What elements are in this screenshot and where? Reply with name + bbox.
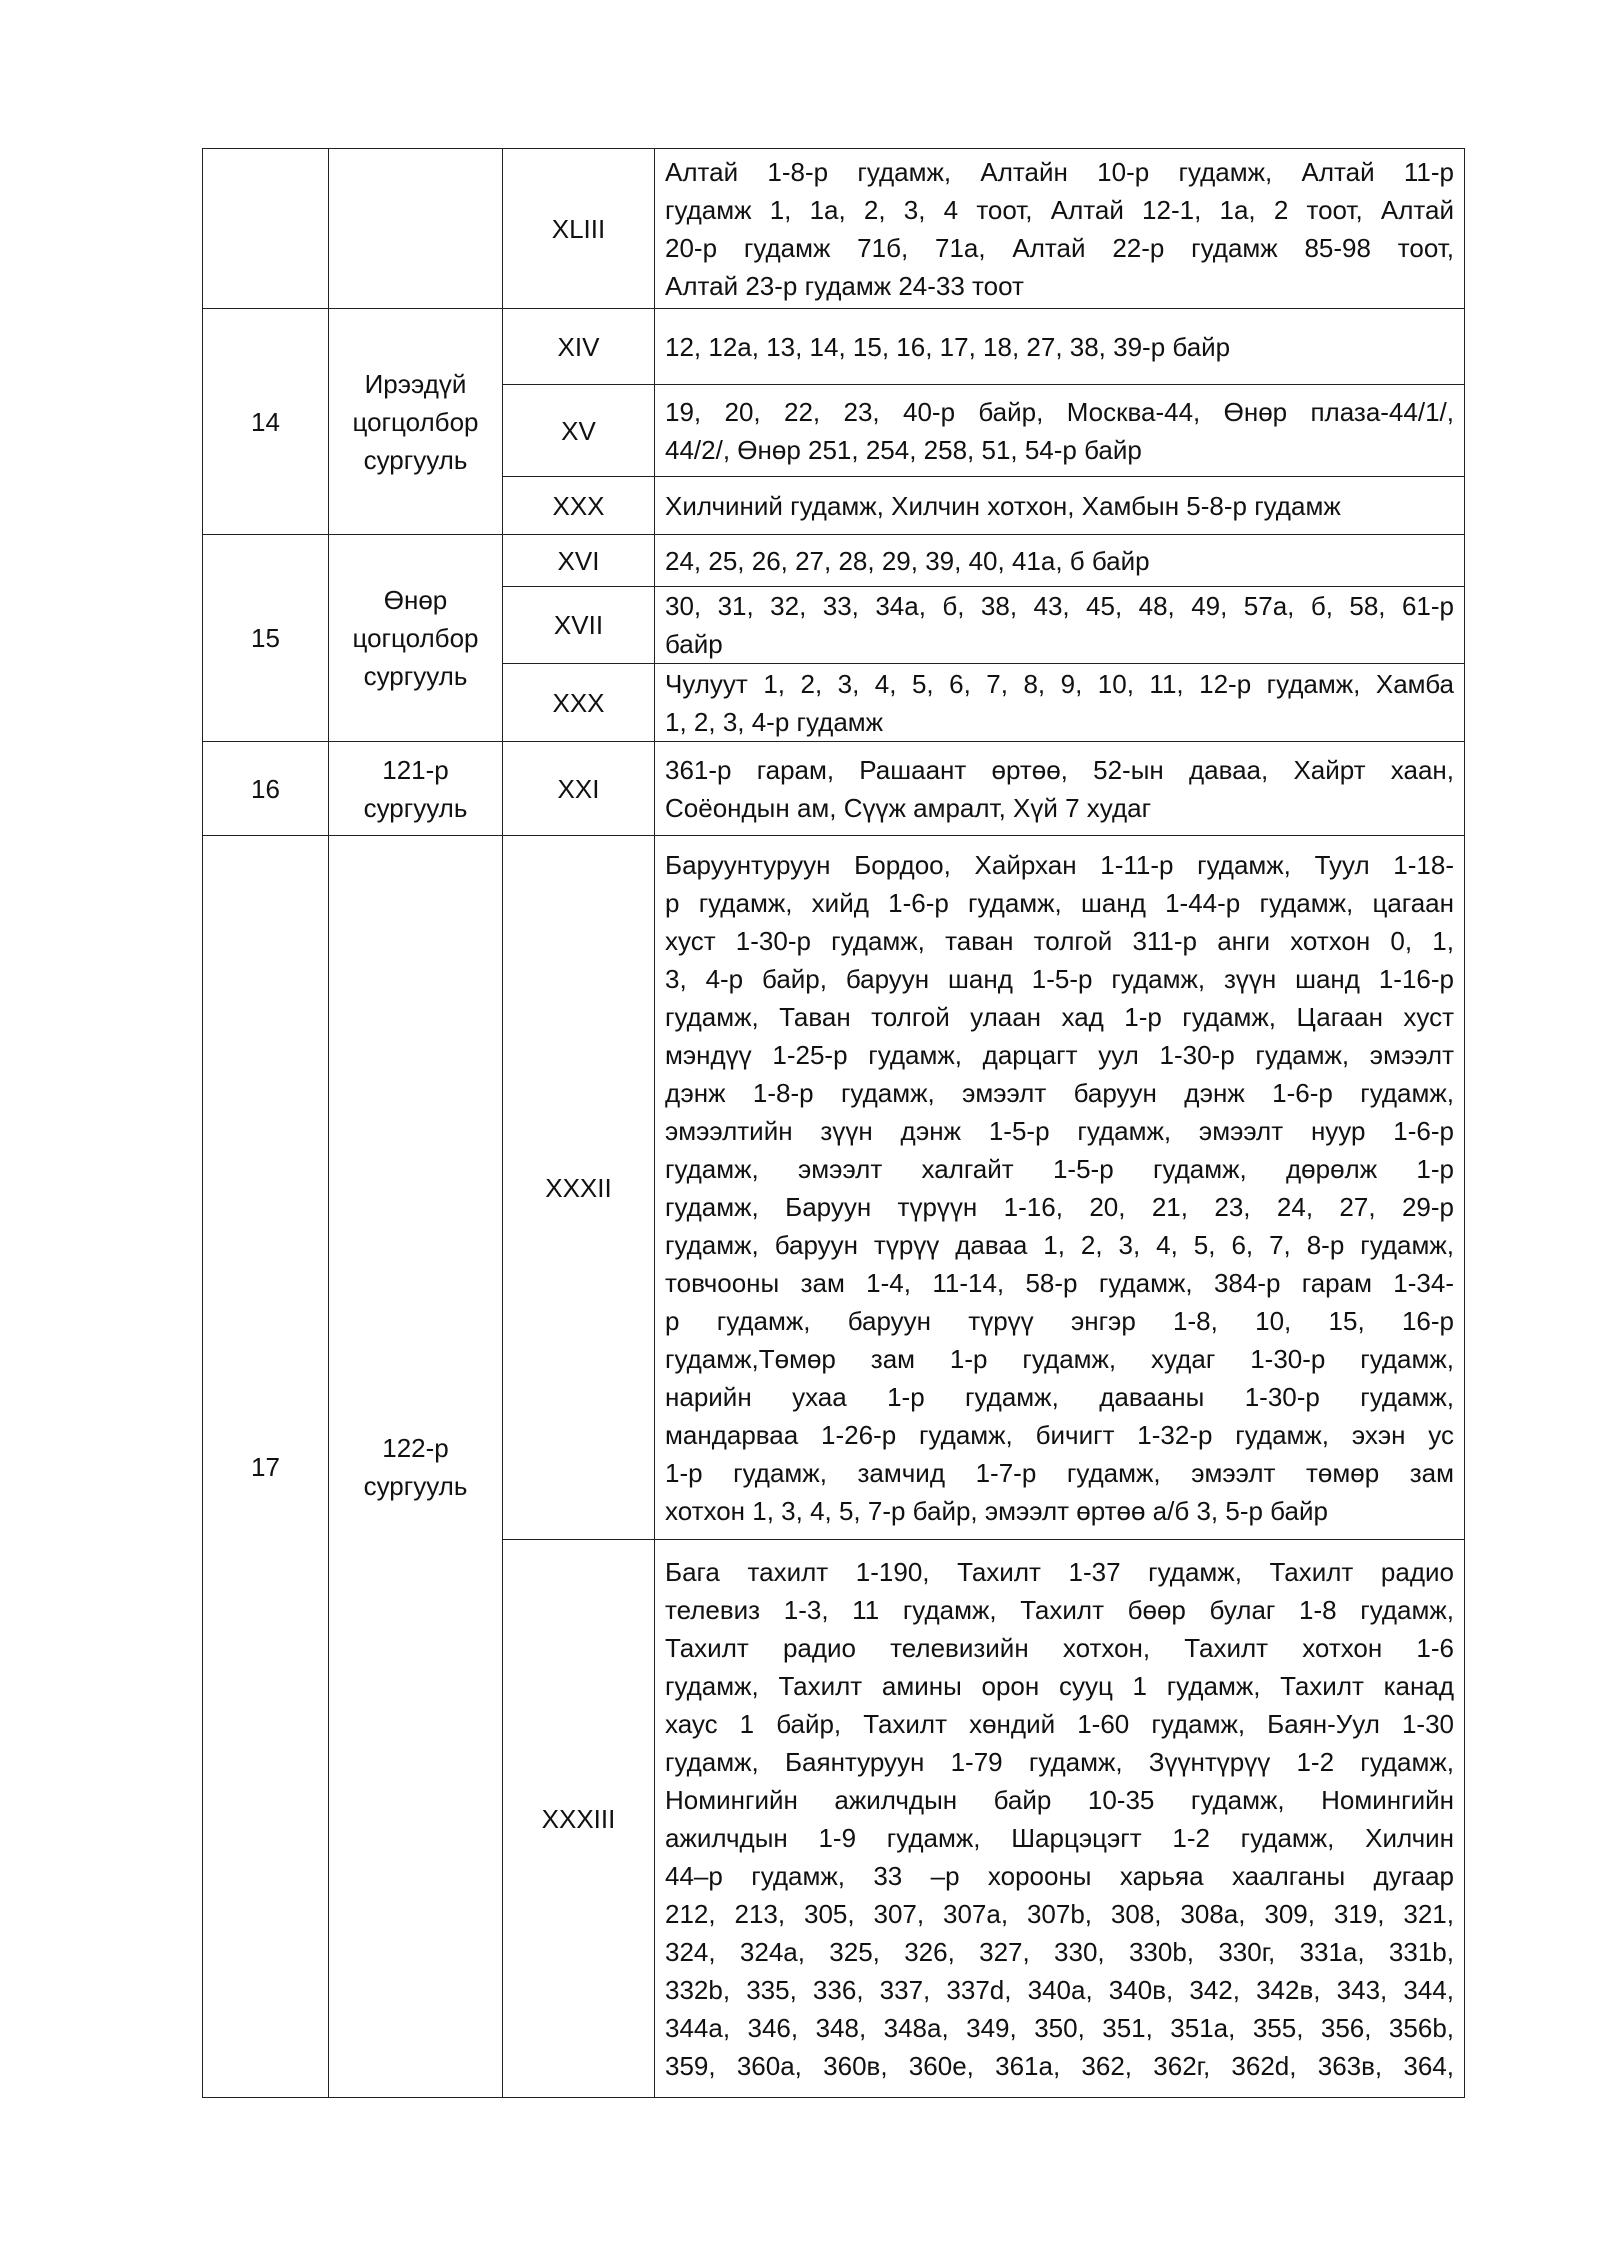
address-line: 212, 213, 305, 307, 307а, 307b, 308, 308а, 309, 319, 321, [665, 1898, 1454, 1929]
schools-district-table [202, 148, 1465, 2098]
school-name-line: Ирээдүй [364, 368, 467, 399]
address-line: дэнж 1-8-р гудамж, эмээлт баруун дэнж 1-6-р гудамж, [665, 1077, 1454, 1108]
address-line: 361-р гарам, Рашаант өртөө, 52-ын даваа, Хайрт хаан, [665, 754, 1454, 785]
district-code-cell: XV [503, 385, 655, 477]
school-name-line: 122-р [382, 1432, 449, 1463]
district-code-cell: XIV [503, 309, 655, 385]
address-line: мандарваа 1-26-р гудамж, бичигт 1-32-р гудамж, эхэн ус [665, 1419, 1454, 1450]
district-code-cell: XVI [503, 535, 655, 587]
address-line: 1-р гудамж, замчид 1-7-р гудамж, эмээлт төмөр зам [665, 1457, 1454, 1488]
address-line: Тахилт радио телевизийн хотхон, Тахилт хотхон 1-6 [665, 1632, 1454, 1663]
address-line: Алтай 23-р гудамж 24-33 тоот [665, 270, 1024, 301]
address-line: Алтай 1-8-р гудамж, Алтайн 10-р гудамж, Алтай 11-р [665, 156, 1454, 187]
address-cell [655, 385, 1465, 477]
num-cell [203, 149, 329, 309]
district-code-cell: XXXIII [503, 1540, 655, 2098]
address-cell [655, 477, 1465, 535]
school-name-cell [329, 309, 503, 535]
school-cell [329, 149, 503, 309]
address-line: 344а, 346, 348, 348а, 349, 350, 351, 351а, 355, 356, 356b, [665, 2012, 1454, 2043]
address-line: 1, 2, 3, 4-р гудамж [665, 706, 884, 737]
school-name-cell [329, 742, 503, 836]
address-cell [655, 149, 1465, 309]
address-line: хаус 1 байр, Тахилт хөндий 1-60 гудамж, Баян-Уул 1-30 [665, 1708, 1454, 1739]
district-code-cell: XVII [503, 587, 655, 664]
table-row [203, 836, 1465, 1540]
address-line: 30, 31, 32, 33, 34а, б, 38, 43, 45, 48, 49, 57а, б, 58, 61-р [665, 591, 1454, 621]
address-line: р гудамж, баруун түрүү энгэр 1-8, 10, 15, 16-р [665, 1305, 1454, 1336]
district-code-cell: XXXII [503, 836, 655, 1540]
table-row [203, 149, 1465, 309]
address-line: гудамж, эмээлт халгайт 1-5-р гудамж, дөрөлж 1-р [665, 1153, 1454, 1184]
address-line: 24, 25, 26, 27, 28, 29, 39, 40, 41а, б байр [665, 545, 1150, 576]
address-line: хотхон 1, 3, 4, 5, 7-р байр, эмээлт өртөө а/б 3, 5-р байр [665, 1495, 1328, 1526]
address-cell [655, 1540, 1465, 2098]
address-line: 19, 20, 22, 23, 40-р байр, Москва-44, Өнөр плаза-44/1/, [665, 396, 1454, 427]
school-name-line: сургууль [363, 444, 468, 475]
address-cell [655, 664, 1465, 742]
address-line: 44/2/, Өнөр 251, 254, 258, 51, 54-р байр [665, 434, 1142, 465]
school-name-cell [329, 535, 503, 742]
table-row [203, 535, 1465, 587]
district-code-cell: XXX [503, 477, 655, 535]
address-line: 3, 4-р байр, баруун шанд 1-5-р гудамж, зүүн шанд 1-16-р [665, 963, 1454, 994]
address-line: гудамж, Таван толгой улаан хад 1-р гудамж, Цагаан хуст [665, 1001, 1454, 1032]
school-name-cell [329, 836, 503, 2098]
school-name-line: цогцолбор [352, 623, 479, 653]
address-line: гудамж, Тахилт амины орон сууц 1 гудамж, Тахилт канад [665, 1670, 1454, 1701]
address-cell [655, 742, 1465, 836]
address-line: товчооны зам 1-4, 11-14, 58-р гудамж, 384-р гарам 1-34- [665, 1267, 1454, 1298]
address-line: 332b, 335, 336, 337, 337d, 340а, 340в, 342, 342в, 343, 344, [665, 1974, 1454, 2005]
address-cell [655, 587, 1465, 664]
address-cell [655, 309, 1465, 385]
address-line: Хилчиний гудамж, Хилчин хотхон, Хамбын 5-8-р гудамж [665, 490, 1341, 521]
school-number: 15 [203, 535, 329, 742]
address-line: байр [665, 629, 723, 659]
address-line: нарийн ухаа 1-р гудамж, давааны 1-30-р гудамж, [665, 1381, 1454, 1412]
address-cell [655, 836, 1465, 1540]
address-line: гудамж, баруун түрүү даваа 1, 2, 3, 4, 5, 6, 7, 8-р гудамж, [665, 1229, 1454, 1260]
school-number: 16 [203, 742, 329, 836]
school-number: 14 [203, 309, 329, 535]
address-line: Чулуут 1, 2, 3, 4, 5, 6, 7, 8, 9, 10, 11, 12-р гудамж, Хамба [665, 668, 1454, 699]
address-cell [655, 535, 1465, 587]
school-name-line: 121-р [382, 754, 449, 785]
district-code-cell: XXX [503, 664, 655, 742]
address-line: Соёондын ам, Сүүж амралт, Хүй 7 худаг [665, 792, 1152, 823]
address-line: гудамж 1, 1а, 2, 3, 4 тоот, Алтай 12-1, 1а, 2 тоот, Алтай [665, 194, 1454, 225]
address-line: хуст 1-30-р гудамж, таван толгой 311-р анги хотхон 0, 1, [665, 925, 1454, 956]
address-line: гудамж,Төмөр зам 1-р гудамж, худаг 1-30-р гудамж, [665, 1343, 1454, 1374]
address-line: эмээлтийн зүүн дэнж 1-5-р гудамж, эмээлт нуур 1-6-р [665, 1115, 1454, 1146]
address-line: 12, 12а, 13, 14, 15, 16, 17, 18, 27, 38, 39-р байр [665, 331, 1231, 362]
table-row [203, 742, 1465, 836]
address-line: 359, 360а, 360в, 360е, 361а, 362, 362г, 362d, 363в, 364, [665, 2050, 1454, 2081]
address-line: мэндүү 1-25-р гудамж, дарцагт уул 1-30-р гудамж, эмээлт [665, 1039, 1454, 1070]
address-line: гудамж, Баянтуруун 1-79 гудамж, Зүүнтүрүү 1-2 гудамж, [665, 1746, 1454, 1777]
table-row [203, 309, 1465, 385]
school-name-line: цогцолбор [352, 406, 479, 437]
address-line: гудамж, Баруун түрүүн 1-16, 20, 21, 23, 24, 27, 29-р [665, 1191, 1454, 1222]
address-line: Баруунтуруун Бордоо, Хайрхан 1-11-р гудамж, Туул 1-18- [665, 849, 1454, 880]
address-line: 20-р гудамж 71б, 71а, Алтай 22-р гудамж 85-98 тоот, [665, 232, 1454, 263]
school-name-line: сургууль [363, 661, 468, 691]
school-number: 17 [203, 836, 329, 2098]
address-line: Номингийн ажилчдын байр 10-35 гудамж, Номингийн [665, 1784, 1454, 1815]
address-line: 44–р гудамж, 33 –р хорооны харьяа хаалганы дугаар [665, 1860, 1454, 1891]
address-line: Бага тахилт 1-190, Тахилт 1-37 гудамж, Тахилт радио [665, 1556, 1454, 1587]
address-line: р гудамж, хийд 1-6-р гудамж, шанд 1-44-р гудамж, цагаан [665, 887, 1454, 918]
table-body [203, 149, 1465, 2098]
school-name-line: Өнөр [383, 585, 448, 615]
school-name-line: сургууль [363, 1470, 468, 1501]
address-line: телевиз 1-3, 11 гудамж, Тахилт бөөр булаг 1-8 гудамж, [665, 1594, 1454, 1625]
school-name-line: сургууль [363, 792, 468, 823]
district-code-cell: XLIII [503, 149, 655, 309]
district-code-cell: XXI [503, 742, 655, 836]
address-line: ажилчдын 1-9 гудамж, Шарцэцэгт 1-2 гудамж, Хилчин [665, 1822, 1454, 1853]
address-line: 324, 324а, 325, 326, 327, 330, 330b, 330г, 331а, 331b, [665, 1936, 1454, 1967]
